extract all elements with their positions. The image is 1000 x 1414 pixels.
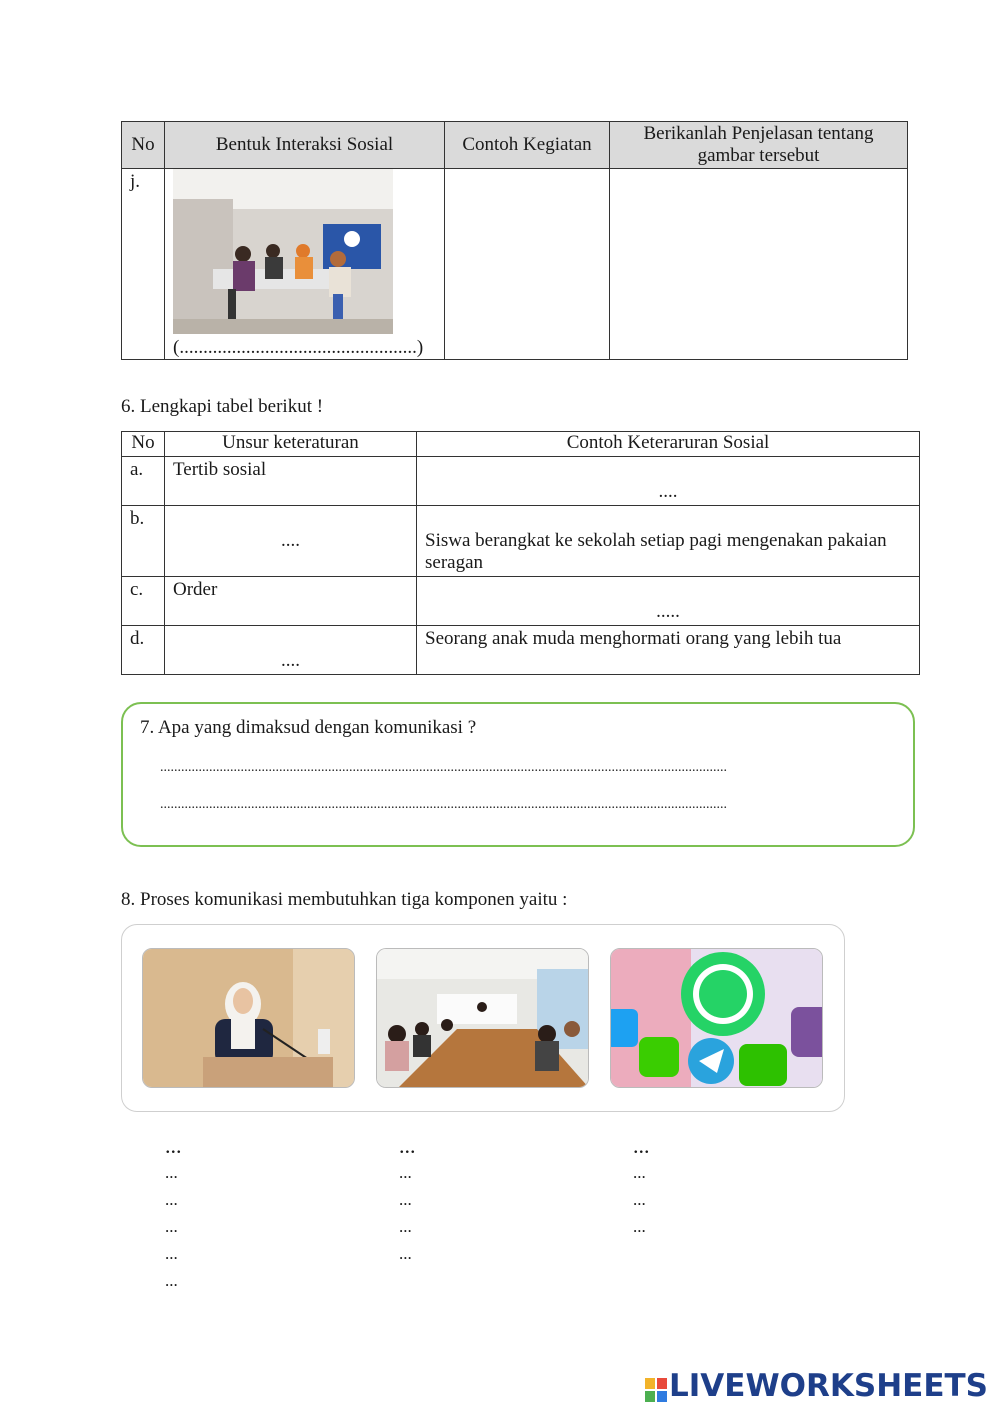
contoh-text: Siswa berangkat ke sekolah setiap pagi mengenakan pakaian seragan	[425, 530, 887, 573]
list-item[interactable]: ...	[165, 1271, 178, 1290]
liveworksheets-icon	[645, 1374, 667, 1398]
table-row	[122, 506, 920, 577]
row-no: b.	[122, 506, 165, 577]
meeting-room-photo	[376, 948, 589, 1088]
list-item[interactable]: ...	[165, 1217, 178, 1236]
row-no: j.	[122, 169, 165, 360]
q7-question: 7. Apa yang dimaksud dengan komunikasi ?	[140, 717, 477, 738]
interaction-table	[121, 121, 908, 360]
contoh-cell: Seorang anak muda menghormati orang yang lebih tua	[417, 626, 920, 675]
answer-blank[interactable]: ....	[281, 650, 300, 671]
header-bentuk: Bentuk Interaksi Sosial	[165, 122, 445, 169]
brand-logo	[645, 1368, 988, 1404]
photo-cell	[165, 169, 445, 360]
table-row	[122, 169, 908, 360]
q7-answer-line-1[interactable]: ..................................................................................................................................................................	[160, 760, 727, 775]
answer-blank[interactable]: (..................................................)	[173, 337, 424, 358]
unsur-cell: Order	[165, 577, 417, 626]
list-item[interactable]: ...	[633, 1163, 646, 1182]
list-item[interactable]: ...	[399, 1217, 412, 1236]
meeting-room-image	[377, 949, 589, 1088]
answer-blank[interactable]: ....	[281, 530, 300, 551]
header-contoh: Contoh Keteraruran Sosial	[417, 432, 920, 457]
contoh-cell	[417, 506, 920, 577]
answer-blank[interactable]: .....	[656, 601, 680, 622]
header-contoh: Contoh Kegiatan	[445, 122, 610, 169]
q8-column-2	[399, 1132, 416, 1267]
column-head[interactable]: ...	[399, 1133, 416, 1158]
list-item[interactable]: ...	[165, 1244, 178, 1263]
table-header-row	[122, 432, 920, 457]
penjelasan-cell[interactable]	[610, 169, 908, 360]
list-item[interactable]: ...	[399, 1244, 412, 1263]
list-item[interactable]: ...	[165, 1190, 178, 1209]
table-row	[122, 626, 920, 675]
column-head[interactable]: ...	[633, 1133, 650, 1158]
order-table	[121, 431, 920, 675]
contoh-cell[interactable]	[417, 577, 920, 626]
unsur-cell: Tertib sosial	[165, 457, 417, 506]
speaker-photo	[142, 948, 355, 1088]
messaging-apps-image	[611, 949, 823, 1088]
row-no: d.	[122, 626, 165, 675]
list-item[interactable]: ...	[633, 1190, 646, 1209]
header-no: No	[122, 432, 165, 457]
header-unsur: Unsur keteraturan	[165, 432, 417, 457]
row-no: c.	[122, 577, 165, 626]
unsur-cell[interactable]	[165, 626, 417, 675]
meeting-photo	[173, 169, 393, 334]
q6-title: 6. Lengkapi tabel berikut !	[121, 396, 324, 417]
q8-question: 8. Proses komunikasi membutuhkan tiga komponen yaitu :	[121, 889, 568, 910]
list-item[interactable]: ...	[399, 1163, 412, 1182]
list-item[interactable]: ...	[399, 1190, 412, 1209]
contoh-kegiatan-cell[interactable]	[445, 169, 610, 360]
row-no: a.	[122, 457, 165, 506]
list-item[interactable]: ...	[165, 1163, 178, 1182]
brand-name: LIVEWORKSHEETS	[669, 1368, 988, 1404]
list-item[interactable]: ...	[633, 1217, 646, 1236]
table-row	[122, 457, 920, 506]
unsur-cell[interactable]	[165, 506, 417, 577]
header-penjelasan: Berikanlah Penjelasan tentang gambar tersebut	[610, 122, 908, 169]
speaker-image	[143, 949, 355, 1088]
table-header-row	[122, 122, 908, 169]
answer-blank[interactable]: ....	[658, 481, 678, 502]
column-head[interactable]: ...	[165, 1133, 182, 1158]
contoh-cell[interactable]	[417, 457, 920, 506]
messaging-apps-photo	[610, 948, 823, 1088]
q7-answer-line-2[interactable]: ..................................................................................................................................................................	[160, 797, 727, 812]
q8-column-3	[633, 1132, 650, 1240]
q8-column-1	[165, 1132, 182, 1294]
header-no: No	[122, 122, 165, 169]
table-row	[122, 577, 920, 626]
